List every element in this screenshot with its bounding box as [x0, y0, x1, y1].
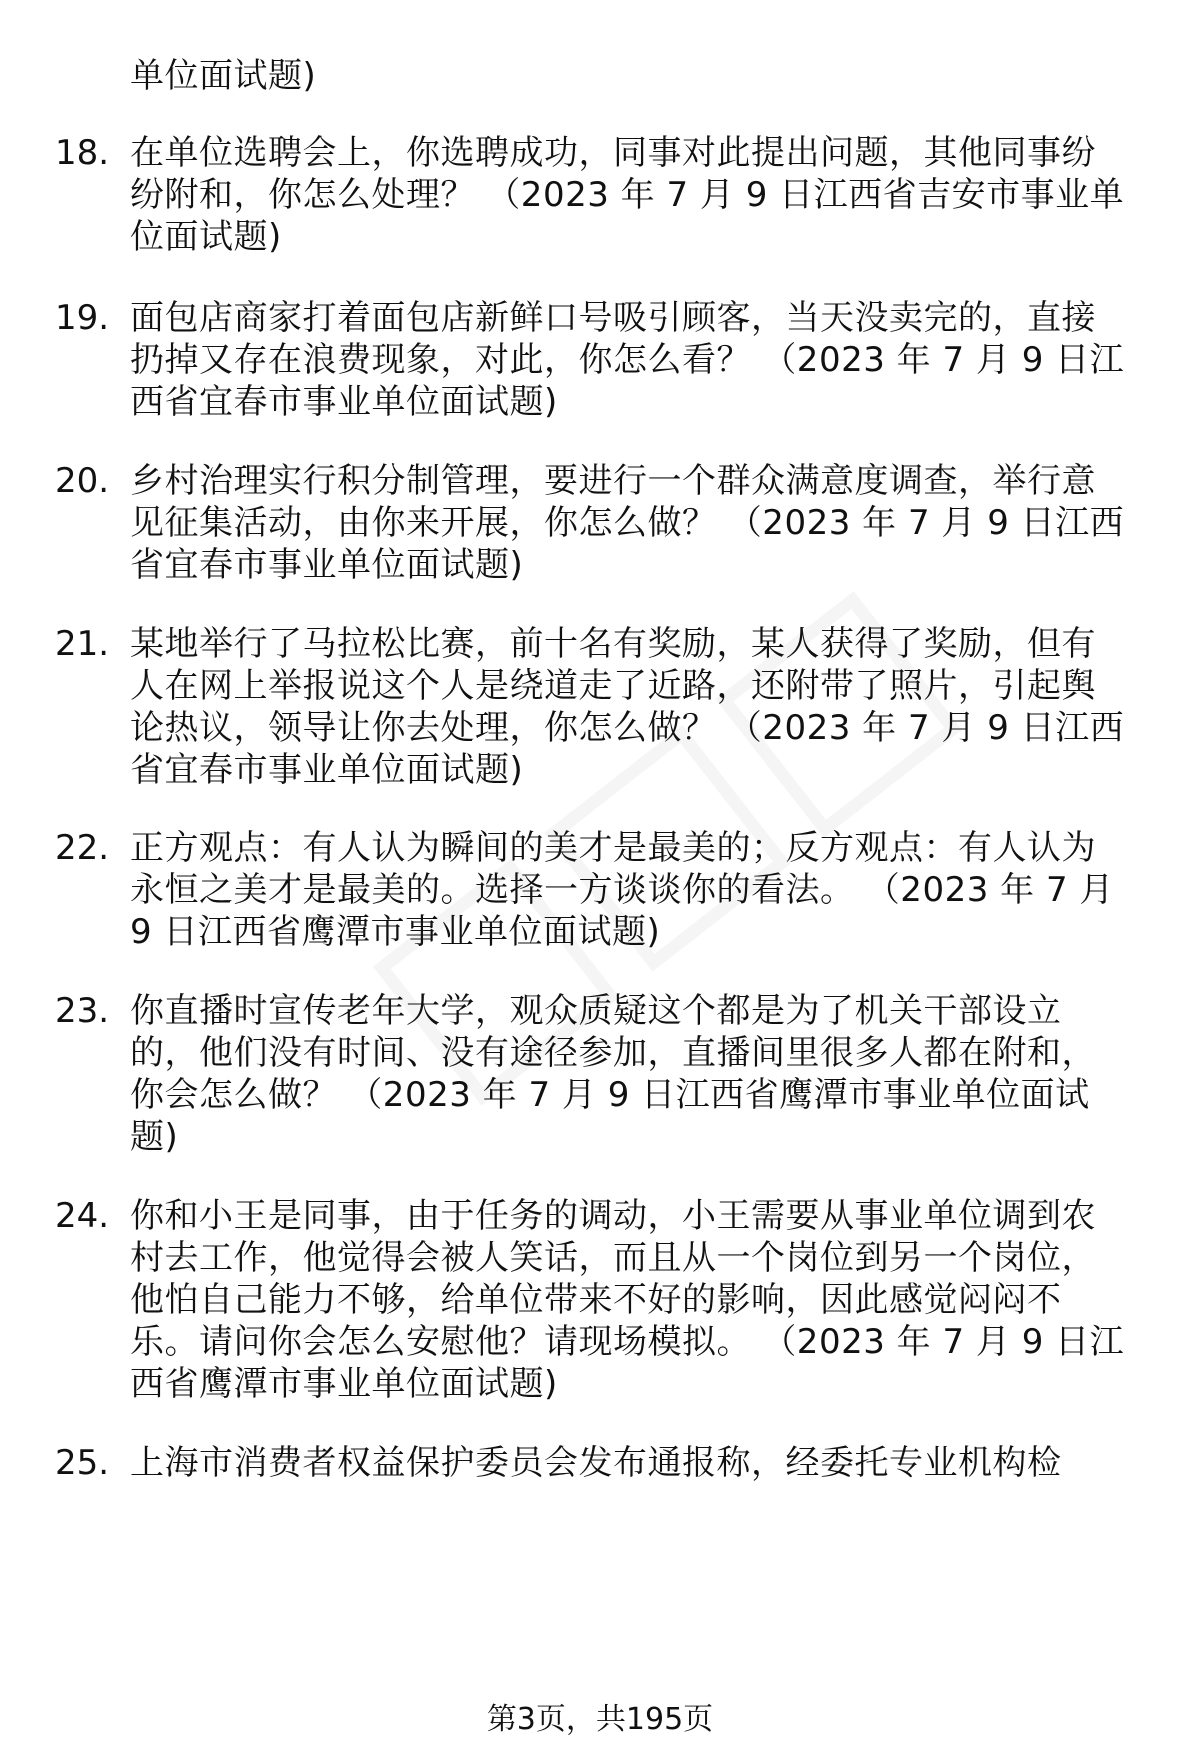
question-line: 扔掉又存在浪费现象，对此，你怎么看？ （2023 年 7 月 9 日江: [130, 340, 1125, 380]
question-line: 省宜春市事业单位面试题): [130, 545, 524, 585]
question-line: 你和小王是同事，由于任务的调动，小王需要从事业单位调到农: [130, 1196, 1096, 1236]
intro-tail-text: 单位面试题): [130, 56, 317, 96]
question-number: 19.: [55, 298, 110, 338]
question-line: 9 日江西省鹰潭市事业单位面试题): [130, 912, 661, 952]
question-number: 25.: [55, 1443, 110, 1483]
question-line: 上海市消费者权益保护委员会发布通报称，经委托专业机构检: [130, 1443, 1062, 1483]
question-line: 论热议，领导让你去处理，你怎么做？ （2023 年 7 月 9 日江西: [130, 708, 1125, 748]
question-line: 乡村治理实行积分制管理，要进行一个群众满意度调查，举行意: [130, 461, 1096, 501]
question-line: 的，他们没有时间、没有途径参加，直播间里很多人都在附和，: [130, 1033, 1096, 1073]
question-line: 西省鹰潭市事业单位面试题): [130, 1364, 558, 1404]
question-line: 纷附和，你怎么处理？ （2023 年 7 月 9 日江西省吉安市事业单: [130, 175, 1125, 215]
question-line: 见征集活动，由你来开展，你怎么做？ （2023 年 7 月 9 日江西: [130, 503, 1125, 543]
question-line: 正方观点：有人认为瞬间的美才是最美的；反方观点：有人认为: [130, 828, 1096, 868]
question-line: 人在网上举报说这个人是绕道走了近路，还附带了照片，引起舆: [130, 666, 1096, 706]
question-line: 面包店商家打着面包店新鲜口号吸引顾客，当天没卖完的，直接: [130, 298, 1096, 338]
question-number: 21.: [55, 624, 110, 664]
question-line: 你直播时宣传老年大学，观众质疑这个都是为了机关干部设立: [130, 991, 1062, 1031]
question-line: 他怕自己能力不够，给单位带来不好的影响，因此感觉闷闷不: [130, 1280, 1062, 1320]
question-line: 永恒之美才是最美的。选择一方谈谈你的看法。 （2023 年 7 月: [130, 870, 1114, 910]
question-number: 18.: [55, 133, 110, 173]
question-line: 村去工作，他觉得会被人笑话，而且从一个岗位到另一个岗位，: [130, 1238, 1096, 1278]
question-line: 位面试题): [130, 217, 282, 257]
question-line: 省宜春市事业单位面试题): [130, 750, 524, 790]
page-footer: 第3页，共195页: [486, 1702, 714, 1737]
question-number: 22.: [55, 828, 110, 868]
question-line: 你会怎么做？ （2023 年 7 月 9 日江西省鹰潭市事业单位面试: [130, 1075, 1090, 1115]
question-number: 23.: [55, 991, 110, 1031]
question-line: 某地举行了马拉松比赛，前十名有奖励，某人获得了奖励，但有: [130, 624, 1096, 664]
question-line: 在单位选聘会上，你选聘成功，同事对此提出问题，其他同事纷: [130, 133, 1096, 173]
question-number: 20.: [55, 461, 110, 501]
question-number: 24.: [55, 1196, 110, 1236]
question-line: 题): [130, 1117, 179, 1157]
question-line: 乐。请问你会怎么安慰他？请现场模拟。 （2023 年 7 月 9 日江: [130, 1322, 1125, 1362]
question-line: 西省宜春市事业单位面试题): [130, 382, 558, 422]
